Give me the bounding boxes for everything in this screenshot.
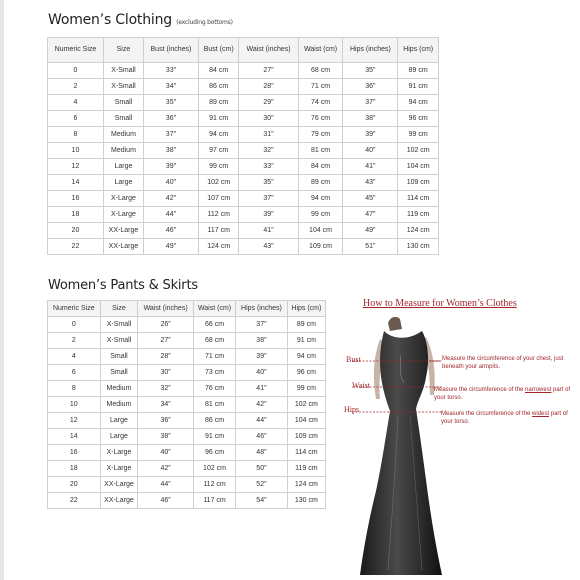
table-row (48, 207, 439, 223)
table-cell: 46" (236, 429, 288, 445)
black-dress-figure (338, 295, 574, 580)
table-cell: Small (100, 349, 138, 365)
table-cell: 104 cm (287, 413, 325, 429)
table-cell: 29" (239, 95, 298, 111)
table-cell: 12 (48, 159, 104, 175)
table-row (48, 143, 439, 159)
table-cell: 4 (48, 349, 101, 365)
table-cell: 54" (236, 493, 288, 509)
table-cell: 43" (343, 175, 398, 191)
table-cell: 36" (144, 111, 199, 127)
table-cell: X-Large (100, 461, 138, 477)
table-row (48, 127, 439, 143)
table-row (48, 429, 326, 445)
table-row (48, 445, 326, 461)
table-cell: 124 cm (398, 223, 439, 239)
table-cell: 39" (236, 349, 288, 365)
hips-description: Measure the circumference of the widest part of your torso. (441, 411, 568, 425)
table-cell: Large (103, 175, 143, 191)
table-cell: 89 cm (287, 317, 325, 333)
table-cell: 30" (239, 111, 298, 127)
table-row (48, 239, 439, 255)
table-cell: 41" (239, 223, 298, 239)
table-row (48, 223, 439, 239)
table-cell: 74 cm (298, 95, 343, 111)
table-cell: 16 (48, 191, 104, 207)
table-cell: 102 cm (287, 397, 325, 413)
table-row (48, 493, 326, 509)
table-cell: 104 cm (398, 159, 439, 175)
table-cell: 44" (236, 413, 288, 429)
table-cell: 112 cm (198, 207, 239, 223)
table-cell: 84 cm (298, 159, 343, 175)
table-cell: 114 cm (287, 445, 325, 461)
table-cell: 42" (236, 397, 288, 413)
table-cell: 27" (239, 63, 298, 79)
column-header: Hips (inches) (236, 301, 288, 317)
table-row (48, 381, 326, 397)
table-cell: 12 (48, 413, 101, 429)
table-cell: 68 cm (298, 63, 343, 79)
table-cell: 94 cm (398, 95, 439, 111)
table-row (48, 317, 326, 333)
table-cell: 2 (48, 79, 104, 95)
table-cell: 4 (48, 95, 104, 111)
womens-clothing-size-table (47, 37, 439, 255)
table-cell: 107 cm (198, 191, 239, 207)
table-cell: 28" (138, 349, 194, 365)
table-cell: 97 cm (198, 143, 239, 159)
table-cell: 44" (144, 207, 199, 223)
table-cell: 39" (144, 159, 199, 175)
table-cell: 35" (144, 95, 199, 111)
table-cell: 39" (343, 127, 398, 143)
table-cell: X-Small (100, 317, 138, 333)
table-cell: 114 cm (398, 191, 439, 207)
table-cell: 89 cm (298, 175, 343, 191)
column-header: Waist (inches) (239, 38, 298, 63)
table-cell: 102 cm (198, 175, 239, 191)
waist-label: Waist (352, 381, 371, 390)
table-cell: 86 cm (193, 413, 235, 429)
column-header: Waist (cm) (298, 38, 343, 63)
table-row (48, 79, 439, 95)
table-cell: 124 cm (198, 239, 239, 255)
table-cell: X-Large (100, 445, 138, 461)
table-cell: 47" (343, 207, 398, 223)
table-cell: 91 cm (198, 111, 239, 127)
table-cell: 32" (138, 381, 194, 397)
table-cell: Small (100, 365, 138, 381)
table-cell: 109 cm (298, 239, 343, 255)
table-cell: 84 cm (198, 63, 239, 79)
column-header: Hips (cm) (398, 38, 439, 63)
table-cell: XX-Large (100, 493, 138, 509)
table-cell: 18 (48, 461, 101, 477)
table-cell: Large (103, 159, 143, 175)
table-row (48, 175, 439, 191)
table-cell: 6 (48, 365, 101, 381)
table-cell: 99 cm (398, 127, 439, 143)
table-cell: 112 cm (193, 477, 235, 493)
table-cell: Large (100, 429, 138, 445)
how-to-measure-title: How to Measure for Women’s Clothes (363, 298, 517, 309)
table-cell: 36" (138, 413, 194, 429)
waist-description: Measure the circumference of the narrowest part of your torso. (434, 387, 571, 401)
table-row (48, 349, 326, 365)
table-cell: 38" (138, 429, 194, 445)
table-cell: 40" (138, 445, 194, 461)
table-cell: 38" (236, 333, 288, 349)
table-cell: XX-Large (103, 239, 143, 255)
table-cell: 10 (48, 143, 104, 159)
table-cell: 124 cm (287, 477, 325, 493)
table-cell: 91 cm (398, 79, 439, 95)
table-cell: 76 cm (298, 111, 343, 127)
table-cell: 37" (144, 127, 199, 143)
table-cell: 6 (48, 111, 104, 127)
table-cell: 89 cm (398, 63, 439, 79)
column-header: Size (100, 301, 138, 317)
table-cell: 42" (144, 191, 199, 207)
table-cell: 28" (239, 79, 298, 95)
table-cell: 42" (138, 461, 194, 477)
table-cell: 37" (236, 317, 288, 333)
table-cell: 34" (138, 397, 194, 413)
column-header: Waist (inches) (138, 301, 194, 317)
table-cell: X-Small (103, 79, 143, 95)
table-cell: 2 (48, 333, 101, 349)
column-header: Bust (cm) (198, 38, 239, 63)
table-cell: 94 cm (198, 127, 239, 143)
hips-label: Hips (344, 405, 360, 414)
table-cell: 40" (144, 175, 199, 191)
table-cell: 34" (144, 79, 199, 95)
table-cell: Small (103, 95, 143, 111)
table-cell: Medium (103, 143, 143, 159)
table-cell: 52" (236, 477, 288, 493)
table-cell: 96 cm (287, 365, 325, 381)
table-cell: 86 cm (198, 79, 239, 95)
table-cell: 33" (239, 159, 298, 175)
table-cell: 99 cm (198, 159, 239, 175)
table-cell: X-Large (103, 207, 143, 223)
table-cell: 109 cm (398, 175, 439, 191)
table-row (48, 63, 439, 79)
table-cell: 49" (343, 223, 398, 239)
table-cell: 104 cm (298, 223, 343, 239)
table-cell: 38" (144, 143, 199, 159)
table-cell: XX-Large (103, 223, 143, 239)
womens-pants-skirts-title: Women’s Pants & Skirts (48, 278, 198, 293)
table-cell: 76 cm (193, 381, 235, 397)
table-cell: 46" (138, 493, 194, 509)
table-cell: 40" (236, 365, 288, 381)
table-row (48, 191, 439, 207)
table-cell: 91 cm (287, 333, 325, 349)
table-cell: 117 cm (198, 223, 239, 239)
table-cell: 43" (239, 239, 298, 255)
table-cell: 40" (343, 143, 398, 159)
table-cell: 94 cm (287, 349, 325, 365)
table-cell: 99 cm (287, 381, 325, 397)
table-cell: Medium (100, 381, 138, 397)
table-cell: 0 (48, 317, 101, 333)
table-cell: 45" (343, 191, 398, 207)
column-header: Numeric Size (48, 38, 104, 63)
table-cell: 22 (48, 493, 101, 509)
table-cell: 16 (48, 445, 101, 461)
table-cell: 117 cm (193, 493, 235, 509)
table-cell: 109 cm (287, 429, 325, 445)
table-cell: 71 cm (193, 349, 235, 365)
table-row (48, 365, 326, 381)
table-cell: Medium (103, 127, 143, 143)
table-cell: 8 (48, 381, 101, 397)
table-cell: X-Large (103, 191, 143, 207)
table-cell: 41" (236, 381, 288, 397)
table-cell: 51" (343, 239, 398, 255)
table-cell: 39" (239, 207, 298, 223)
table-cell: 8 (48, 127, 104, 143)
table-cell: X-Small (103, 63, 143, 79)
column-header: Waist (cm) (193, 301, 235, 317)
table-cell: 18 (48, 207, 104, 223)
womens-pants-size-table (47, 300, 326, 509)
table-cell: 35" (239, 175, 298, 191)
table-row (48, 159, 439, 175)
table-cell: 71 cm (298, 79, 343, 95)
table-row (48, 95, 439, 111)
column-header: Size (103, 38, 143, 63)
column-header: Hips (cm) (287, 301, 325, 317)
table-cell: 130 cm (398, 239, 439, 255)
table-header-row (48, 301, 326, 317)
womens-clothing-subtitle: (excluding bottoms) (176, 19, 233, 26)
column-header: Bust (inches) (144, 38, 199, 63)
table-cell: 37" (343, 95, 398, 111)
table-cell: 66 cm (193, 317, 235, 333)
table-cell: 0 (48, 63, 104, 79)
table-cell: 119 cm (287, 461, 325, 477)
table-cell: 14 (48, 429, 101, 445)
table-cell: 27" (138, 333, 194, 349)
table-cell: 96 cm (398, 111, 439, 127)
table-cell: 102 cm (398, 143, 439, 159)
table-cell: 31" (239, 127, 298, 143)
table-cell: 30" (138, 365, 194, 381)
table-cell: 36" (343, 79, 398, 95)
table-cell: 48" (236, 445, 288, 461)
table-row (48, 397, 326, 413)
table-cell: 119 cm (398, 207, 439, 223)
table-cell: 20 (48, 477, 101, 493)
table-cell: 37" (239, 191, 298, 207)
table-cell: Large (100, 413, 138, 429)
table-row (48, 111, 439, 127)
bust-label: Bust (346, 355, 361, 364)
table-cell: 96 cm (193, 445, 235, 461)
table-cell: 22 (48, 239, 104, 255)
table-cell: 79 cm (298, 127, 343, 143)
table-cell: 81 cm (298, 143, 343, 159)
table-cell: 32" (239, 143, 298, 159)
table-cell: 89 cm (198, 95, 239, 111)
column-header: Numeric Size (48, 301, 101, 317)
table-cell: 20 (48, 223, 104, 239)
table-cell: 44" (138, 477, 194, 493)
page-left-edge (0, 0, 4, 580)
table-cell: 99 cm (298, 207, 343, 223)
bust-description: Measure the circumference of your chest, just beneath your armpits. (442, 356, 564, 370)
table-cell: Medium (100, 397, 138, 413)
table-cell: 94 cm (298, 191, 343, 207)
table-row (48, 461, 326, 477)
table-cell: 38" (343, 111, 398, 127)
table-cell: 46" (144, 223, 199, 239)
table-cell: 10 (48, 397, 101, 413)
table-cell: 73 cm (193, 365, 235, 381)
table-cell: 41" (343, 159, 398, 175)
table-cell: X-Small (100, 333, 138, 349)
table-row (48, 333, 326, 349)
table-row (48, 477, 326, 493)
table-cell: 68 cm (193, 333, 235, 349)
table-cell: 50" (236, 461, 288, 477)
table-cell: 91 cm (193, 429, 235, 445)
table-cell: XX-Large (100, 477, 138, 493)
table-cell: 49" (144, 239, 199, 255)
table-cell: 81 cm (193, 397, 235, 413)
table-cell: 35" (343, 63, 398, 79)
table-cell: 14 (48, 175, 104, 191)
table-header-row (48, 38, 439, 63)
table-cell: 33" (144, 63, 199, 79)
womens-clothing-title: Women’s Clothing (excluding bottoms) (48, 12, 233, 28)
table-cell: 130 cm (287, 493, 325, 509)
table-cell: 26" (138, 317, 194, 333)
table-cell: Small (103, 111, 143, 127)
table-cell: 102 cm (193, 461, 235, 477)
table-row (48, 413, 326, 429)
column-header: Hips (inches) (343, 38, 398, 63)
